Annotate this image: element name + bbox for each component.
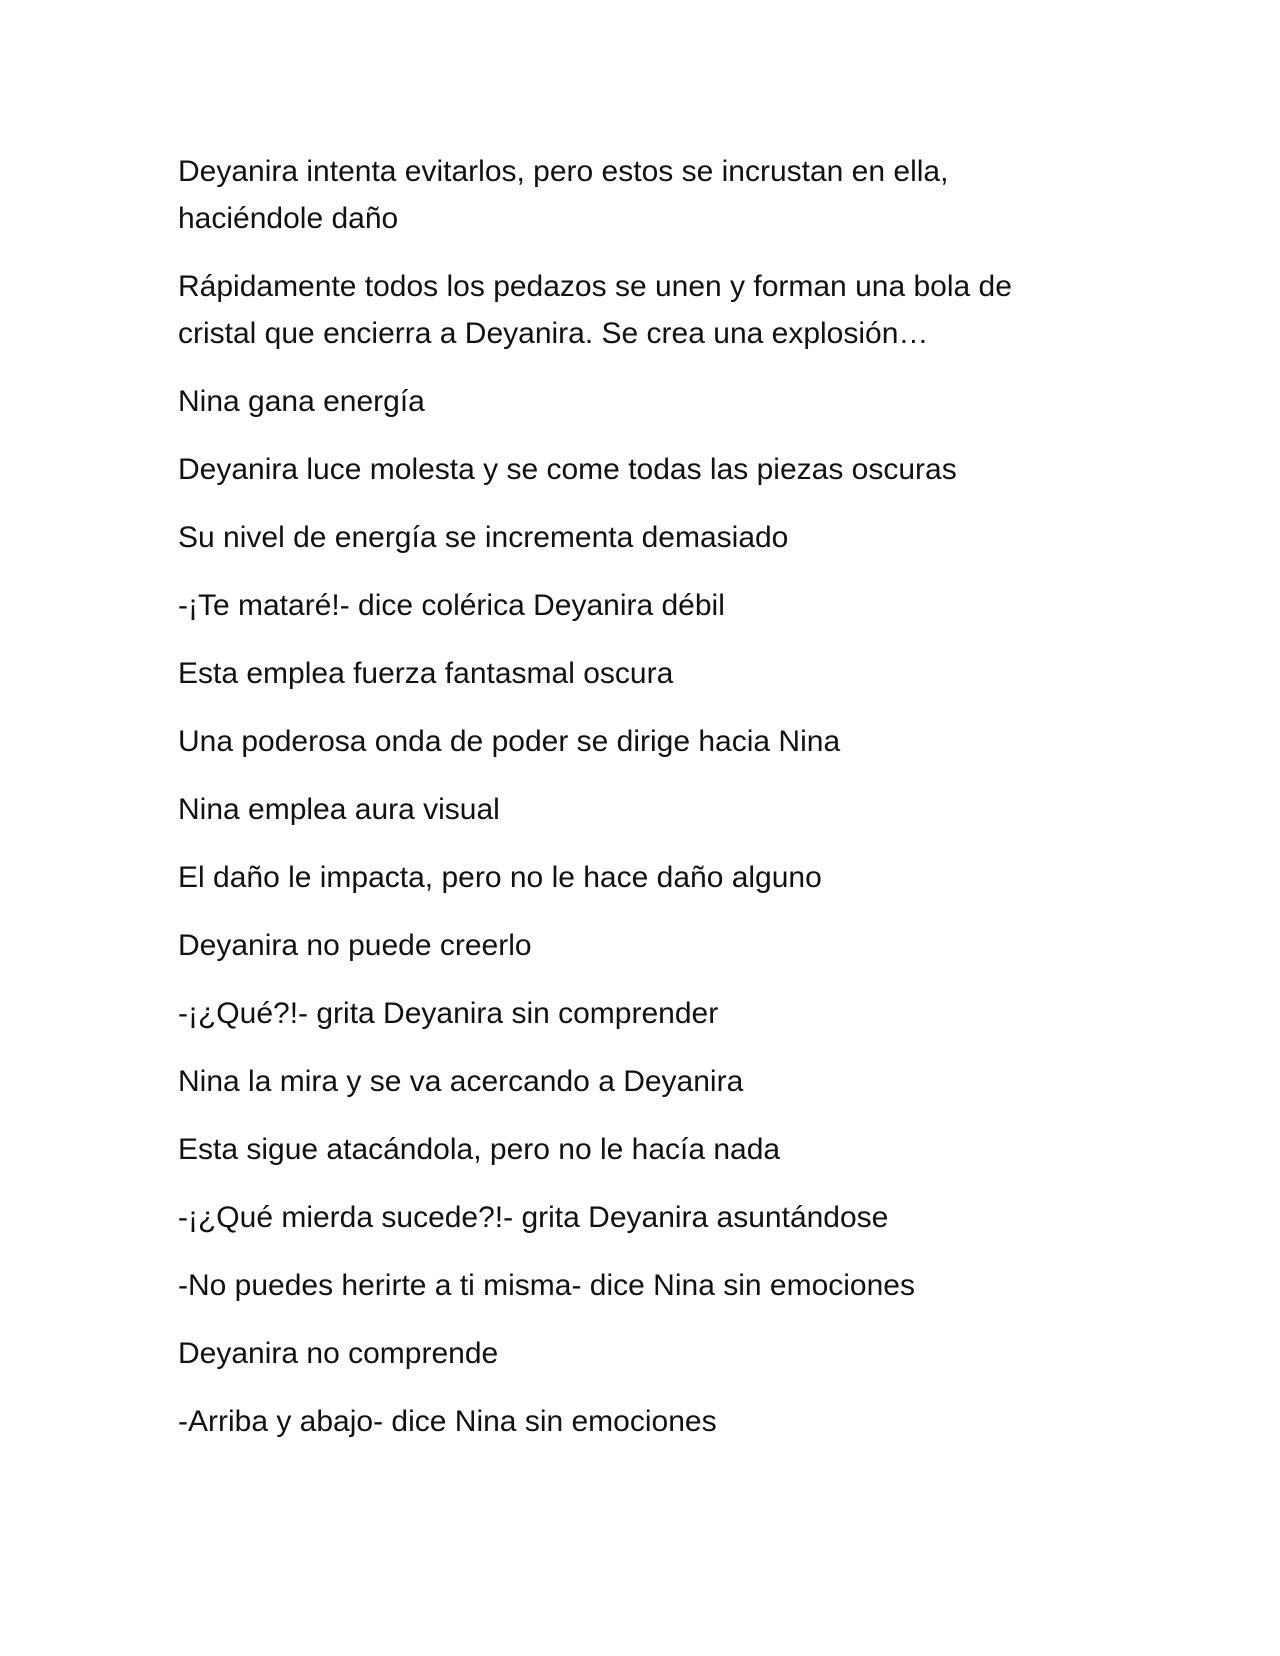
paragraph-13: Nina la mira y se va acercando a Deyanira xyxy=(178,1065,744,1098)
paragraph-17: Deyanira no comprende xyxy=(178,1337,499,1370)
paragraph-15: -¡¿Qué mierda sucede?!- grita Deyanira asuntándose xyxy=(178,1201,889,1234)
paragraph-4: Deyanira luce molesta y se come todas las piezas oscuras xyxy=(178,453,957,486)
paragraph-8: Una poderosa onda de poder se dirige hacia Nina xyxy=(178,725,841,758)
paragraph-12: -¡¿Qué?!- grita Deyanira sin comprender xyxy=(178,997,719,1030)
paragraph-3: Nina gana energía xyxy=(178,385,425,418)
paragraph-7: Esta emplea fuerza fantasmal oscura xyxy=(178,657,674,690)
paragraph-14: Esta sigue atacándola, pero no le hacía nada xyxy=(178,1133,781,1166)
document-body xyxy=(178,148,1078,1466)
paragraph-10: El daño le impacta, pero no le hace daño alguno xyxy=(178,861,822,894)
paragraph-2: Rápidamente todos los pedazos se unen y forman una bola de cristal que encierra a Deyanira. Se crea una explosión… xyxy=(178,270,1012,350)
paragraph-9: Nina emplea aura visual xyxy=(178,793,500,826)
paragraph-11: Deyanira no puede creerlo xyxy=(178,929,532,962)
paragraph-5: Su nivel de energía se incrementa demasiado xyxy=(178,521,789,554)
paragraph-1: Deyanira intenta evitarlos, pero estos se incrustan en ella, haciéndole daño xyxy=(178,155,949,235)
paragraph-6: -¡Te mataré!- dice colérica Deyanira débil xyxy=(178,589,725,622)
paragraph-16: -No puedes herirte a ti misma- dice Nina sin emociones xyxy=(178,1269,915,1302)
paragraph-18: -Arriba y abajo- dice Nina sin emociones xyxy=(178,1405,717,1438)
